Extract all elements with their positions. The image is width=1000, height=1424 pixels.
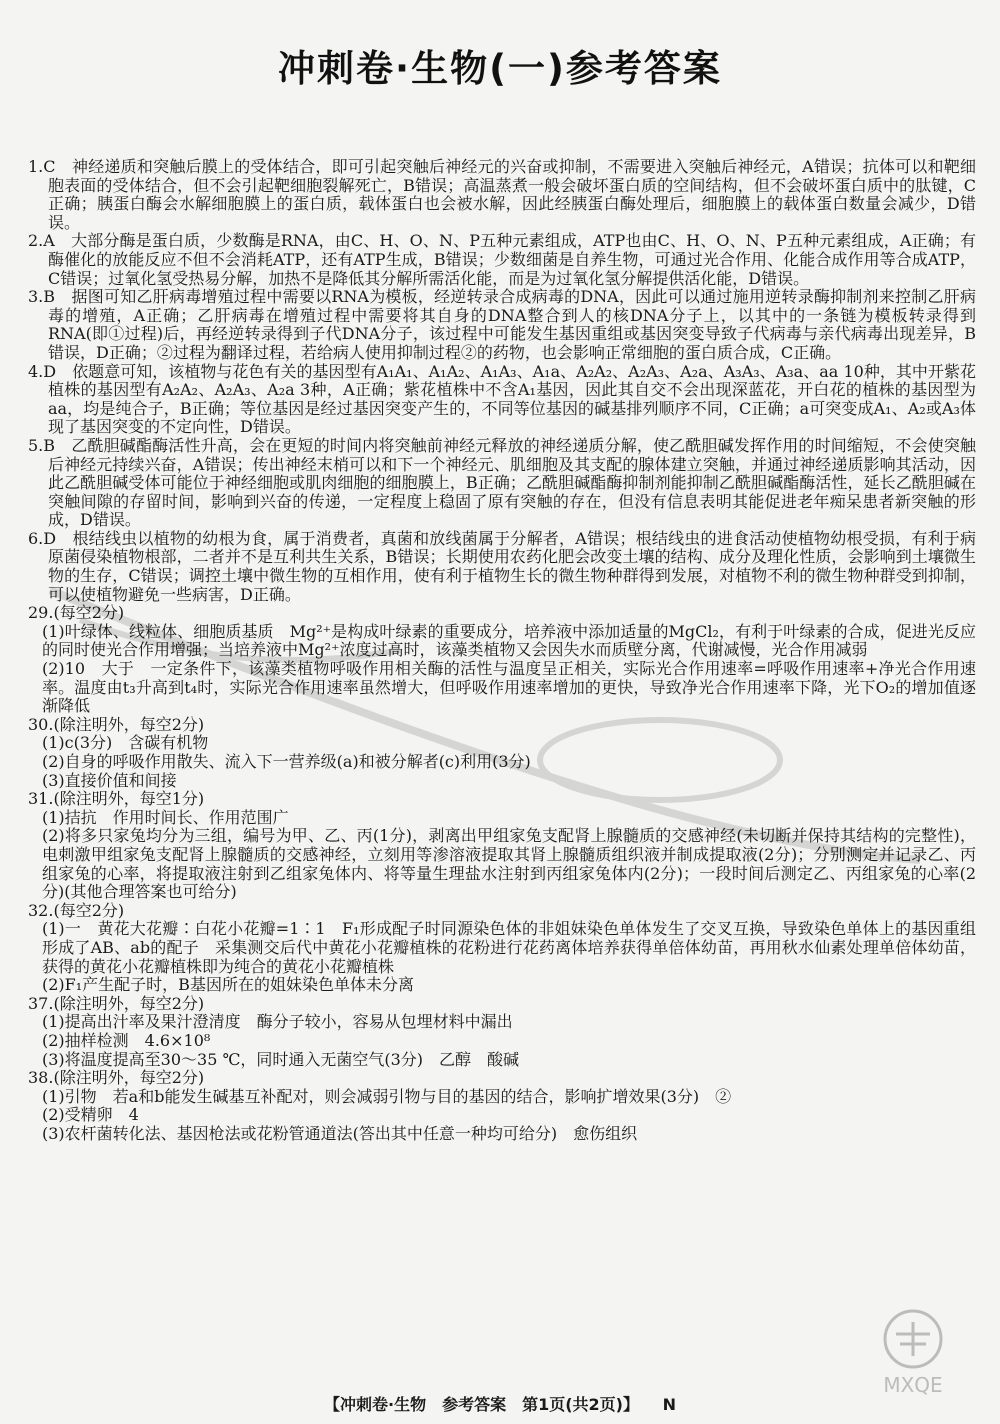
answer-q29-head: 29.(每空2分) bbox=[28, 603, 125, 623]
answer-q38-part3: (3)农杆菌转化法、基因枪法或花粉管通道法(答出其中任意一种均可给分) 愈伤组织 bbox=[42, 1123, 638, 1143]
footer-tag: N bbox=[662, 1395, 676, 1414]
svg-text:MXQE: MXQE bbox=[883, 1373, 943, 1397]
page-title: 冲刺卷·生物(一)参考答案 bbox=[278, 47, 722, 90]
answer-q37-part1: (1)提高出汁率及果汁澄清度 酶分子较小，容易从包埋材料中漏出 bbox=[42, 1012, 513, 1032]
answer-q31-part1: (1)拮抗 作用时间长、作用范围广 bbox=[42, 807, 289, 827]
answer-q30-part3: (3)直接价值和间接 bbox=[42, 770, 177, 790]
answer-q37-head: 37.(除注明外，每空2分) bbox=[28, 993, 205, 1013]
answer-q6: 6.D 根结线虫以植物的幼根为食，属于消费者，真菌和放线菌属于分解者，A错误；根结线虫的进食活动使植物幼根受损，有利于病原菌侵染植物根部，二者并不是互利共生关系，B错误；长期使用农药化肥会改变土壤的结构、成分及理化性质，会影响到土壤微生物的生存，C错误；调控土壤中微生物的互相作用，使有利于植物生长的微生物种群得到发展，对植物不利的微生物种群受到抑制，可以使植物避免一些病害，D正确。 bbox=[28, 528, 976, 604]
answer-q5: 5.B 乙酰胆碱酯酶活性升高，会在更短的时间内将突触前神经元释放的神经递质分解，使乙酰胆碱发挥作用的时间缩短，不会使突触后神经元持续兴奋，A错误；传出神经末梢可以和下一个神经元、肌细胞及其支配的腺体建立突触，并通过神经递质影响其活动，因此乙酰胆碱受体可能位于神经细胞或肌肉细胞的细胞膜上，B正确；乙酰胆碱酯酶抑制剂能抑制乙酰胆碱酯酶活性，延长乙酰胆碱在突触间隙的存留时间，影响到兴奋的传递，一定程度上稳固了原有突触的存在，但没有信息表明其能促进老年痴呆患者新突触的形成，D错误。 bbox=[28, 435, 976, 530]
answer-q32-head: 32.(每空2分) bbox=[28, 900, 125, 920]
answer-q1: 1.C 神经递质和突触后膜上的受体结合，即可引起突触后神经元的兴奋或抑制，不需要进入突触后神经元，A错误；抗体可以和靶细胞表面的受体结合，但不会引起靶细胞裂解死亡，B错误；高温蒸煮一般会破坏蛋白质的空间结构，但不会破坏蛋白质中的肽键，C正确；胰蛋白酶会水解细胞膜上的蛋白质，载体蛋白也会被水解，因此经胰蛋白酶处理后，细胞膜上的载体蛋白数量会减少，D错误。 bbox=[28, 157, 976, 232]
answer-q31-head: 31.(除注明外，每空1分) bbox=[28, 789, 205, 809]
answer-q29-part2: (2)10 大于 一定条件下，该藻类植物呼吸作用相关酶的活性与温度呈正相关，实际光合作用速率=呼吸作用速率+净光合作用速率。温度由t₃升高到t₄时，实际光合作用速率虽然增大，但呼吸作用速率增加的更快，导致净光合作用速率下降，光下O₂的增加值逐渐降低 bbox=[42, 659, 976, 716]
answer-q31-part2: (2)将多只家兔均分为三组，编号为甲、乙、丙(1分)，剥离出甲组家兔支配肾上腺髓质的交感神经(未切断并保持其结构的完整性)，电刺激甲组家兔支配肾上腺髓质的交感神经，立刻用等渗溶液提取其肾上腺髓质组织液并制成提取液(2分)；分别测定并记录乙、丙组家兔的心率，将提取液注射到乙组家兔体内、将等量生理盐水注射到丙组家兔体内(2分)；一段时间后测定乙、丙组家兔的心率(2分)(其他合理答案也可给分) bbox=[42, 826, 976, 902]
answer-q30-part2: (2)自身的呼吸作用散失、流入下一营养级(a)和被分解者(c)利用(3分) bbox=[42, 752, 531, 771]
answer-q37-part2: (2)抽样检测 4.6×10⁸ bbox=[42, 1030, 211, 1050]
answer-q30-head: 30.(除注明外，每空2分) bbox=[28, 714, 205, 734]
answer-q2: 2.A 大部分酶是蛋白质，少数酶是RNA，由C、H、O、N、P五种元素组成，ATP也由C、H、O、N、P五种元素组成，A正确；有酶催化的放能反应不但不会消耗ATP，还有ATP生成，B错误；少数细菌是自养生物，可通过光合作用、化能合成作用等合成ATP，C错误；过氧化氢受热易分解，加热不是降低其分解所需活化能，而是为过氧化氢分解提供活化能，D错误。 bbox=[28, 231, 976, 288]
logo-watermark bbox=[848, 1304, 978, 1404]
answer-q32-part2: (2)F₁产生配子时，B基因所在的姐妹染色单体未分离 bbox=[42, 975, 414, 995]
answer-q38-head: 38.(除注明外，每空2分) bbox=[28, 1068, 205, 1088]
answer-q3: 3.B 据图可知乙肝病毒增殖过程中需要以RNA为模板，经逆转录合成病毒的DNA，因此可以通过施用逆转录酶抑制剂来控制乙肝病毒的增殖，A正确；乙肝病毒在增殖过程中需要将其自身的DNA整合到人的核DNA分子上，以其中的一条链为模板转录得到RNA(即①过程)后，再经逆转录得到子代DNA分子，该过程中可能发生基因重组或基因突变导致子代病毒与亲代病毒出现差异，B错误，D正确；②过程为翻译过程，若给病人使用抑制过程②的药物，也会影响正常细胞的蛋白质合成，C正确。 bbox=[28, 287, 976, 362]
answer-q30-part1: (1)c(3分) 含碳有机物 bbox=[42, 733, 209, 753]
answer-q38-part2: (2)受精卵 4 bbox=[42, 1105, 139, 1125]
footer-text: 【冲刺卷·生物 参考答案 第1页(共2页)】 bbox=[324, 1395, 639, 1414]
answer-q29-part1: (1)叶绿体、线粒体、细胞质基质 Mg²⁺是构成叶绿素的重要成分，培养液中添加适量的MgCl₂，有利于叶绿素的合成，促进光反应的同时使光合作用增强；当培养液中Mg²⁺浓度过高时，该藻类植物又会因失水而质壁分离，代谢减慢，光合作用减弱 bbox=[42, 621, 976, 660]
answer-q32-part1: (1)一 黄花大花瓣∶白花小花瓣=1∶1 F₁形成配子时同源染色体的非姐妹染色单体发生了交叉互换，导致染色单体上的基因重组形成了AB、ab的配子 采集测交后代中黄花小花瓣植株的花粉进行花药离体培养获得单倍体幼苗，再用秋水仙素处理单倍体幼苗，获得的黄花小花瓣植株即为纯合的黄花小花瓣植株 bbox=[42, 919, 976, 976]
answer-q4: 4.D 依题意可知，该植物与花色有关的基因型有A₁A₁、A₁A₂、A₁A₃、A₁a、A₂A₂、A₂A₃、A₂a、A₃A₃、A₃a、aa 10种，其中开紫花植株的基因型有A₂A₂、A₂A₃、A₂a 3种，A正确；紫花植株中不含A₁基因，因此其自交不会出现深蓝花，开白花的植株的基因型为aa，均是纯合子，B正确；等位基因是经过基因突变产生的，不同等位基因的碱基排列顺序不同，C正确；a可突变成A₁、A₂或A₃体现了基因突变的不定向性，D错误。 bbox=[28, 361, 976, 437]
answer-q37-part3: (3)将温度提高至30～35 ℃，同时通入无菌空气(3分) 乙醇 酸碱 bbox=[42, 1049, 520, 1069]
answer-body bbox=[28, 158, 976, 1143]
answer-q38-part1: (1)引物 若a和b能发生碱基互补配对，则会减弱引物与目的基因的结合，影响扩增效果(3分) ② bbox=[42, 1086, 732, 1106]
